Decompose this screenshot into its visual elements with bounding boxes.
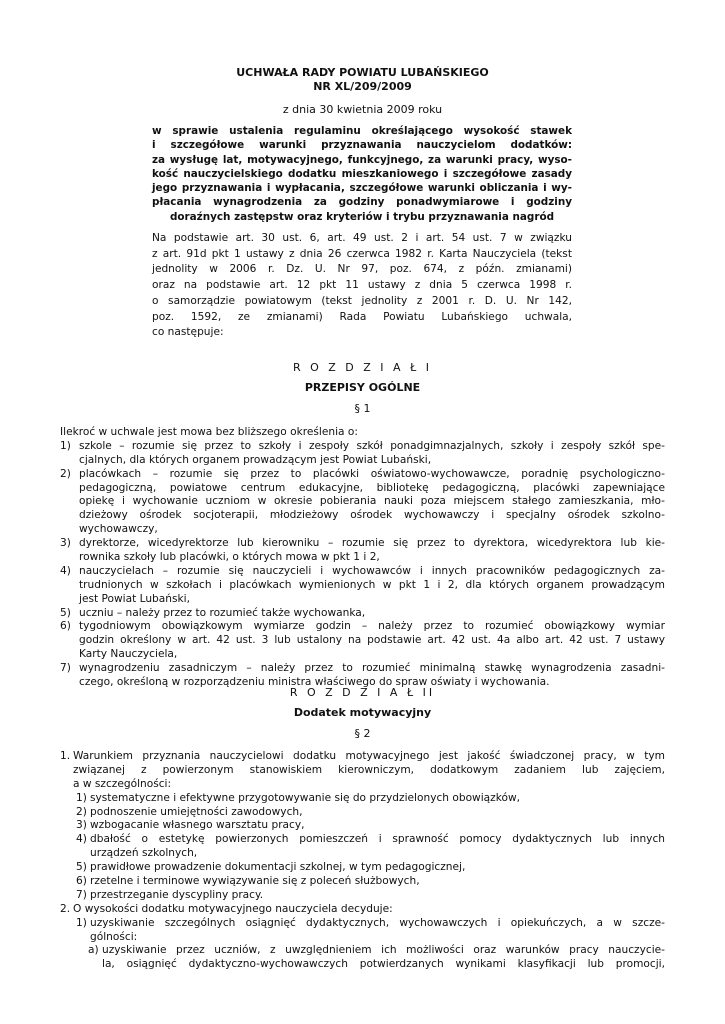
list-item-line	[60, 819, 665, 833]
list-item-number: 5)	[76, 861, 87, 874]
list-item-line	[60, 903, 665, 917]
list-item-line	[60, 634, 665, 648]
list-item-text: systematyczne i efektywne przygotowywanie się do przydzielonych obowiązków,	[90, 791, 520, 804]
list-item-number: 4)	[76, 833, 87, 846]
list-item-text: a w szczególności:	[73, 777, 172, 790]
list-item-line	[60, 662, 665, 676]
resolution-date: z dnia 30 kwietnia 2009 roku	[282, 103, 443, 116]
list-item-line	[60, 648, 665, 662]
resolution-number: NR XL/209/2009	[313, 80, 412, 93]
list-item-line	[60, 875, 665, 889]
list-item-line	[60, 495, 665, 509]
list-item-text: cjalnych, dla których organem prowadzącym jest Powiat Lubański,	[79, 453, 432, 466]
list-item-line	[60, 551, 665, 565]
list-item-line	[60, 523, 665, 537]
list-item-text: czego, określoną w rozporządzeniu ministra właściwego do spraw oświaty i wychowania.	[79, 676, 550, 689]
resolution-title: UCHWAŁA RADY POWIATU LUBAŃSKIEGO	[236, 66, 489, 79]
list-item-number: 1.	[60, 750, 71, 762]
list-item-text: placówkach – rozumie się przez to placówki oświatowo-wychowawcze, poradnię psychologiczno-	[79, 467, 665, 480]
list-item-number: 1)	[76, 791, 87, 804]
section-1-mark: § 1	[354, 402, 371, 415]
list-item-number: 3)	[60, 537, 71, 550]
list-item-number: a)	[88, 944, 99, 957]
list-item-line	[60, 958, 665, 972]
subject-line: w sprawie ustalenia regulaminu określającego wysokość stawek	[152, 125, 572, 137]
list-item-line	[60, 750, 665, 764]
list-item-text: rzetelne i terminowe wywiązywanie się z poleceń służbowych,	[90, 875, 420, 888]
legal-basis-line: Na podstawie art. 30 ust. 6, art. 49 ust. 2 i art. 54 ust. 7 w związku	[152, 232, 572, 244]
list-item-line	[60, 607, 665, 621]
list-item-number: 1)	[76, 916, 87, 929]
chapter-2-heading: R O Z D Z I A Ł II	[289, 686, 436, 699]
list-item-text: dbałość o estetykę powierzonych pomieszczeń i sprawność pomocy dydaktycznych lub innych	[90, 833, 665, 846]
list-item-number: 1)	[60, 439, 71, 452]
list-item-line	[60, 482, 665, 496]
subject-line: płacania wynagrodzenia za godziny ponadwymiarowe i godziny	[152, 196, 572, 209]
list-item-line	[60, 861, 665, 875]
subject-line: jego przyznawania i wypłacania, szczegółowe warunki obliczania i wy-	[152, 182, 572, 195]
subject-line: i szczegółowe warunki przyznawania nauczycielom dodatków:	[152, 139, 572, 152]
list-item-text: przestrzeganie dyscypliny pracy.	[90, 888, 264, 901]
legal-basis-line: oraz na podstawie art. 12 pkt 11 ustawy z dnia 5 czerwca 1998 r.	[152, 279, 572, 292]
chapter-2-title: Dodatek motywacyjny	[293, 706, 432, 719]
subject-line: za wysługę lat, motywacyjnego, funkcyjnego, za warunki pracy, wyso-	[152, 153, 572, 166]
list-item-text: Warunkiem przyznania nauczycielowi dodatku motywacyjnego jest jakość świadczonej pracy, w tym	[73, 750, 665, 762]
list-item-text: tygodniowym obowiązkowym wymiarze godzin – należy przez to rozumieć obowiązkowy wymiar	[79, 620, 665, 633]
list-item-number: 2)	[76, 805, 87, 818]
list-item-line	[60, 620, 665, 634]
list-item-line	[60, 889, 665, 903]
list-item-text: O wysokości dodatku motywacyjnego nauczyciela decyduje:	[73, 902, 393, 915]
list-item-text: dyrektorze, wicedyrektorze lub kierowniku – rozumie się przez to dyrektora, wicedyrektora lub kie-	[79, 537, 665, 550]
list-item-line	[60, 833, 665, 847]
list-item-text: podnoszenie umiejętności zawodowych,	[90, 805, 303, 818]
section-1-intro: Ilekroć w uchwale jest mowa bez bliższego określenia o:	[60, 426, 358, 438]
list-item-number: 3)	[76, 819, 87, 832]
list-item-line	[60, 579, 665, 593]
list-item-line	[60, 454, 665, 468]
list-item-text: godzin określony w art. 42 ust. 3 lub ustalony na podstawie art. 42 ust. 4a albo art. 42 ust. 7 ustawy	[79, 634, 665, 647]
list-item-line	[60, 847, 665, 861]
list-item-text: jest Powiat Lubański,	[79, 592, 190, 605]
list-item-line	[60, 593, 665, 607]
list-item-text: opiekę i wychowanie uczniom w okresie pobierania nauki poza miejscem stałego zamieszkania, mło-	[79, 495, 665, 508]
list-item-line	[60, 792, 665, 806]
list-item-number: 6)	[76, 875, 87, 888]
legal-basis-line: o samorządzie powiatowym (tekst jednolity z 2001 r. D. U. Nr 142,	[152, 294, 572, 307]
list-item-number: 2)	[60, 467, 71, 480]
legal-basis-line: jednolity w 2006 r. Dz. U. Nr 97, poz. 674, z późn. zmianami)	[152, 263, 572, 276]
list-item-number: 6)	[60, 620, 71, 633]
list-item-line	[60, 565, 665, 579]
subject-line: kość nauczycielskiego dodatku mieszkaniowego i szczegółowe zasady	[152, 167, 572, 180]
section-1-body	[60, 426, 665, 690]
list-item-text: wzbogacanie własnego warsztatu pracy,	[90, 819, 305, 832]
list-item-text: nauczycielach – rozumie się nauczycieli i wychowawców i innych pracowników pedagogicznych za-	[79, 564, 665, 577]
section-2-body	[60, 750, 665, 972]
list-item-text: rownika szkoły lub placówki, o których mowa w pkt 1 i 2,	[79, 551, 380, 564]
list-item-text: trudnionych w szkołach i placówkach wymienionych w pkt 1 i 2, dla których organem prowadzącym	[79, 578, 665, 591]
list-item-line	[60, 917, 665, 931]
list-item-number: 2.	[60, 902, 71, 915]
list-item-text: gólności:	[90, 930, 138, 943]
list-item-number: 5)	[60, 606, 71, 619]
list-item-text: Karty Nauczyciela,	[79, 648, 178, 661]
list-item-text: wynagrodzeniu zasadniczym – należy przez to rozumieć minimalną stawkę wynagrodzenia zasadni-	[79, 662, 665, 675]
list-item-line	[60, 537, 665, 551]
legal-basis-line: poz. 1592, ze zmianami) Rada Powiatu Lubańskiego uchwala,	[152, 310, 572, 323]
chapter-1-title: PRZEPISY OGÓLNE	[304, 381, 421, 394]
list-item-text: la, osiągnięć dydaktyczno-wychowawczych potwierdzanych wynikami klasyfikacji lub promocji,	[102, 958, 665, 971]
list-item-text: uzyskiwanie szczególnych osiągnięć dydaktycznych, wychowawczych i opiekuńczych, a w szcze-	[90, 916, 665, 929]
list-item-line	[60, 806, 665, 820]
list-item-number: 4)	[60, 564, 71, 577]
list-item-text: urządzeń szkolnych,	[90, 847, 198, 860]
list-item-line	[60, 931, 665, 945]
list-item-number: 7)	[76, 888, 87, 901]
legal-basis-line: co następuje:	[152, 326, 224, 339]
list-item-text: związanej z powierzonym stanowiskiem kierowniczym, dodatkowym zadaniem lub zajęciem,	[73, 763, 665, 776]
resolution-subject	[152, 124, 572, 224]
list-item-text: uzyskiwanie przez uczniów, z uwzględnieniem ich możliwości oraz warunków pracy nauczycie-	[102, 944, 665, 957]
subject-line: doraźnych zastępstw oraz kryteriów i trybu przyznawania nagród	[169, 210, 555, 223]
list-item-line	[60, 944, 665, 958]
list-item-text: szkole – rozumie się przez to szkoły i zespoły szkół ponadgimnazjalnych, szkoły i zespoły szkół spe-	[79, 439, 665, 452]
list-item-text: wychowawczy,	[79, 523, 158, 536]
list-item-line	[60, 440, 665, 454]
legal-basis-line: z art. 91d pkt 1 ustawy z dnia 26 czerwca 1982 r. Karta Nauczyciela (tekst	[152, 247, 572, 260]
list-item-line	[60, 509, 665, 523]
chapter-1-heading: R O Z D Z I A Ł I	[292, 361, 432, 374]
list-item-text: dzieżowy ośrodek socjoterapii, młodzieżowy ośrodek wychowawczy i specjalny ośrodek szkolno-	[79, 509, 665, 522]
list-item-text: pedagogiczną, powiatowe centrum edukacyjne, bibliotekę pedagogiczną, placówki zapewniające	[79, 481, 665, 494]
list-item-line	[60, 778, 665, 792]
section-2-mark: § 2	[354, 727, 371, 740]
list-item-text: uczniu – należy przez to rozumieć także wychowanka,	[79, 606, 366, 619]
legal-basis	[152, 231, 572, 341]
list-item-text: prawidłowe prowadzenie dokumentacji szkolnej, w tym pedagogicznej,	[90, 861, 466, 874]
list-item-number: 7)	[60, 662, 71, 675]
list-item-line	[60, 764, 665, 778]
list-item-line	[60, 468, 665, 482]
